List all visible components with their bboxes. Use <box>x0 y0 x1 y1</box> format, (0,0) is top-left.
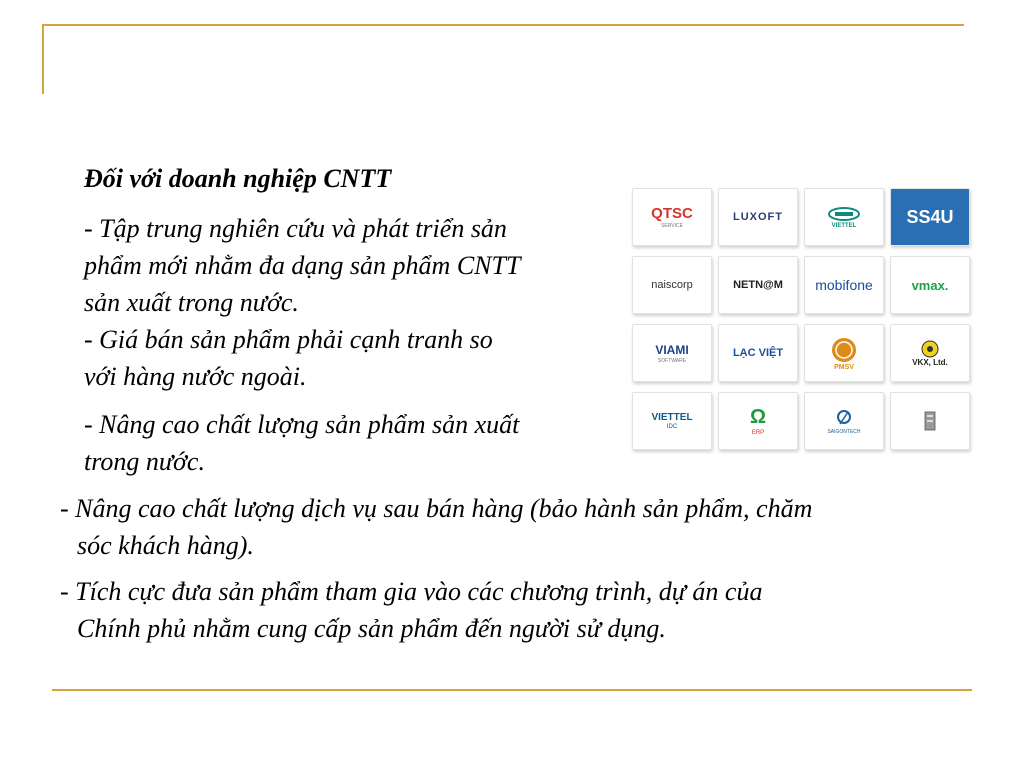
logo-saigontech <box>804 392 884 450</box>
logo-subtext: IDC <box>666 424 678 430</box>
bullet-line: - Tích cực đưa sản phẩm tham gia vào các chương trình, dự án của <box>60 577 763 606</box>
vkx-sun-icon <box>921 340 939 358</box>
logo-subtext: SERVICE <box>661 223 683 229</box>
frame-top-line <box>42 24 964 26</box>
logo-subtext: SOFTWARE <box>657 357 687 364</box>
logo-luxoft <box>718 188 798 246</box>
logo-text: NETN@M <box>733 279 783 291</box>
logo-text: Ω <box>749 406 767 428</box>
bullet-line: phẩm mới nhằm đa dạng sản phẩm CNTT <box>84 251 521 280</box>
pmsv-badge-icon <box>830 336 858 364</box>
logo-text: naiscorp <box>651 279 693 291</box>
bullet-line: - Nâng cao chất lượng sản phẩm sản xuất <box>84 410 520 439</box>
slide-heading: Đối với doanh nghiệp CNTT <box>84 164 392 193</box>
logo-text: VIAMI <box>655 342 689 357</box>
saigontech-swirl-icon <box>834 408 854 428</box>
bullet-line: sóc khách hàng). <box>77 531 254 560</box>
logo-subtext: SAIGONTECH <box>827 428 861 435</box>
logo-lac-viet <box>718 324 798 382</box>
logo-text: QTSC <box>651 205 693 222</box>
logo-viami <box>632 324 712 382</box>
logo-ss4u <box>890 188 970 246</box>
logo-naiscorp <box>632 256 712 314</box>
logo-text: VIETTEL <box>831 223 857 229</box>
logo-pmsv <box>804 324 884 382</box>
frame-left-line <box>42 24 44 94</box>
logo-viettel <box>804 188 884 246</box>
logo-vkx <box>890 324 970 382</box>
viettel-swoosh-icon <box>827 205 861 223</box>
logo-text: VIETTEL <box>651 412 693 423</box>
logo-text: vmax. <box>911 277 949 293</box>
logo-text: mobifone <box>815 277 873 293</box>
bullet-line: với hàng nước ngoài. <box>84 362 307 391</box>
logo-building <box>890 392 970 450</box>
logo-vmax <box>890 256 970 314</box>
logo-text: VKX, Ltd. <box>912 357 948 367</box>
bullet-line: trong nước. <box>84 447 205 476</box>
bullet-line: - Tập trung nghiên cứu và phát triển sản <box>84 214 507 243</box>
logo-text: LẠC VIỆT <box>732 347 784 359</box>
logo-text: SS4U <box>906 206 954 227</box>
logo-text: LUXOFT <box>733 211 783 223</box>
logo-subtext: ERP <box>751 430 765 436</box>
building-icon <box>923 410 937 432</box>
company-logo-grid <box>632 188 982 454</box>
logo-mobifone <box>804 256 884 314</box>
bullet-line: - Giá bán sản phẩm phải cạnh tranh so <box>84 325 493 354</box>
bullet-line: sản xuất trong nước. <box>84 288 299 317</box>
logo-qtsc <box>632 188 712 246</box>
frame-bottom-line <box>52 689 972 691</box>
logo-text: PMSV <box>834 363 854 371</box>
logo-omega-erp <box>718 392 798 450</box>
bullet-line: - Nâng cao chất lượng dịch vụ sau bán hàng (bảo hành sản phẩm, chăm <box>60 494 813 523</box>
logo-netnam <box>718 256 798 314</box>
bullet-line: Chính phủ nhằm cung cấp sản phẩm đến người sử dụng. <box>77 614 666 643</box>
logo-viettel-idc <box>632 392 712 450</box>
